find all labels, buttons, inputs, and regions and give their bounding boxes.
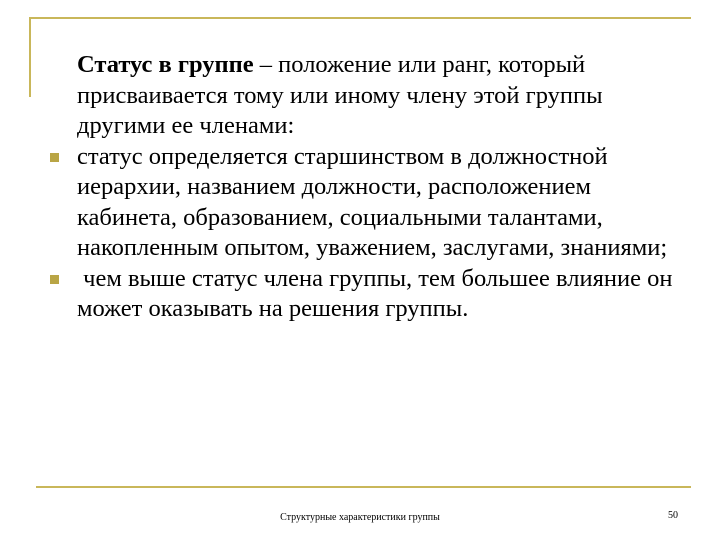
term-heading: Статус в группе (77, 51, 254, 78)
bullet-text: чем выше статус члена группы, тем большее влияние он может оказывать на решения группы. (77, 264, 679, 322)
slide-content (77, 50, 697, 325)
frame-left-line (29, 17, 31, 97)
footer-title: Структурные характеристики группы (280, 512, 440, 523)
definition-text: – положение или ранг, который присваивается тому или иному члену этой группы другими ее членами: (77, 51, 603, 139)
bullet-item (77, 142, 697, 264)
square-bullet-icon (50, 275, 59, 284)
footer-line (36, 486, 691, 488)
bullet-text: статус определяется старшинством в должностной иерархии, названием должности, расположением кабинета, образованием, социальными талантами, накопленным опытом, уважением, заслугами, знаниями; (77, 142, 668, 261)
square-bullet-icon (50, 153, 59, 162)
definition-paragraph (77, 50, 697, 142)
page-number: 50 (668, 510, 678, 521)
frame-top-line (29, 17, 691, 19)
bullet-item (77, 264, 697, 325)
